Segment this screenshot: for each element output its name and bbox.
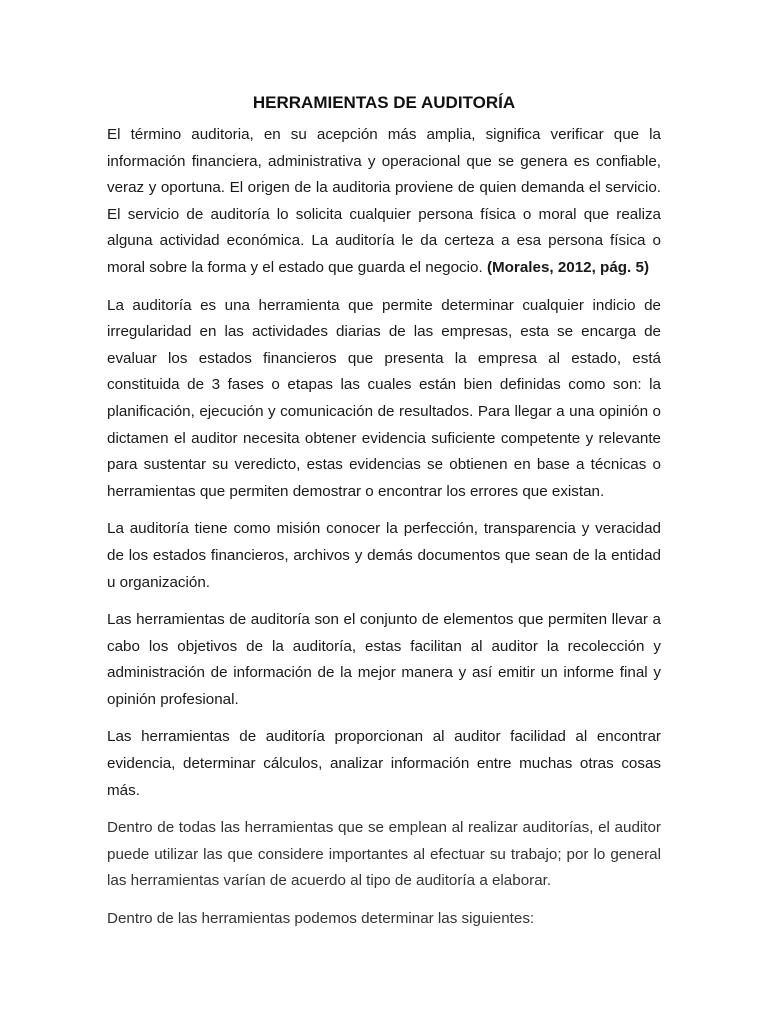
paragraph-1 [107, 122, 661, 282]
citation: (Morales, 2012, pág. 5) [486, 258, 650, 276]
paragraph-2: La auditoría es una herramienta que permite determinar cualquier indicio de irregularidad en las actividades diarias de las empresas, esta se encarga de evaluar los estados financieros que presenta la empresa al estado, está constituida de 3 fases o etapas las cuales están bien definidas como son: la planificación, ejecución y comunicación de resultados. Para llegar a una opinión o dictamen el auditor necesita obtener evidencia suficiente competente y relevante para sustentar su veredicto, estas evidencias se obtienen en base a técnicas o herramientas que permiten demostrar o encontrar los errores que existan. [107, 296, 661, 500]
paragraph-4: Las herramientas de auditoría son el conjunto de elementos que permiten llevar a cabo los objetivos de la auditoría, estas facilitan al auditor la recolección y administración de información de la mejor manera y así emitir un informe final y opinión profesional. [107, 611, 661, 708]
document-page [107, 92, 661, 944]
document-title: HERRAMIENTAS DE AUDITORÍA [252, 93, 516, 112]
paragraph-7: Dentro de las herramientas podemos determinar las siguientes: [107, 910, 535, 928]
paragraph-6: Dentro de todas las herramientas que se emplean al realizar auditorías, el auditor puede utilizar las que considere importantes al efectuar su trabajo; por lo general las herramientas varían de acuerdo al tipo de auditoría a elaborar. [107, 819, 661, 890]
paragraph-5: Las herramientas de auditoría proporcionan al auditor facilidad al encontrar evidencia, determinar cálculos, analizar información entre muchas otras cosas más. [107, 728, 661, 799]
paragraph-3: La auditoría tiene como misión conocer la perfección, transparencia y veracidad de los estados financieros, archivos y demás documentos que sean de la entidad u organización. [107, 520, 661, 591]
paragraph-1-text: El término auditoria, en su acepción más amplia, significa verificar que la información financiera, administrativa y operacional que se genera es confiable, veraz y oportuna. El origen de la auditoria proviene de quien demanda el servicio. El servicio de auditoría lo solicita cualquier persona física o moral que realiza alguna actividad económica. La auditoría le da certeza a esa persona física o moral sobre la forma y el estado que guarda el negocio. [107, 126, 661, 276]
